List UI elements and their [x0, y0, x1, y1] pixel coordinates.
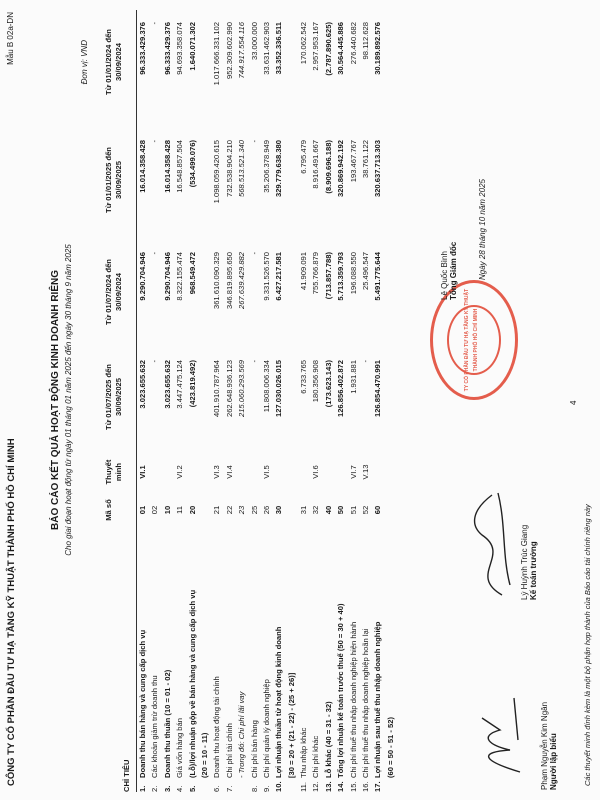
table-row	[323, 10, 335, 792]
value-p3: 38.761.122	[361, 140, 371, 179]
value-p2: 9.290.704.946	[138, 252, 147, 301]
row-code: 52	[361, 505, 371, 515]
value-p3: -	[249, 140, 259, 143]
value-p4: 98.112.628	[361, 22, 371, 60]
row-item	[199, 532, 211, 792]
value-p3: 329.779.638.380	[274, 140, 284, 198]
table-row	[273, 10, 285, 792]
value-p1: 11.808.006.334	[261, 360, 271, 413]
row-number: 2.	[150, 785, 160, 792]
accountant-block	[520, 460, 538, 600]
value-p4: 94.693.358.074	[175, 22, 185, 75]
table-row	[249, 10, 261, 792]
form-code: Mẫu B 02a-DN	[6, 12, 15, 65]
row-number: 4.	[175, 785, 185, 792]
row-label: Chi phí thuế thu nhập doanh nghiệp hiện hành	[348, 621, 358, 778]
value-p1: 262.648.936.123	[224, 360, 234, 418]
value-p2: 9.290.704.946	[162, 252, 172, 301]
row-number: 10.	[274, 781, 284, 792]
row-code: 60	[373, 505, 383, 515]
row-item	[249, 532, 261, 792]
row-item	[348, 532, 360, 792]
preparer-signature	[470, 690, 530, 780]
row-number: 8.	[249, 785, 259, 792]
row-number: 11.	[299, 782, 309, 792]
row-label: Giá vốn hàng bán	[175, 718, 185, 778]
director-role: Tổng Giám đốc	[449, 241, 458, 300]
col-note: Thuyết minh	[104, 459, 123, 485]
row-note: VI.6	[311, 465, 321, 479]
report-title: BÁO CÁO KẾT QUẢ HOẠT ĐỘNG KINH DOANH RIÊNG	[50, 270, 61, 530]
value-p4: 170.062.542	[299, 22, 309, 65]
value-p4: 33.352.336.511	[274, 22, 284, 75]
value-p1: 126.854.470.991	[373, 360, 383, 418]
value-p2: 361.610.090.329	[212, 252, 222, 310]
row-number: 17.	[373, 781, 383, 792]
table-header	[100, 10, 137, 792]
row-note: VI.7	[348, 465, 358, 479]
value-p2: 755.766.879	[311, 252, 321, 295]
company-name: CÔNG TY CỔ PHẦN ĐẦU TƯ HẠ TẦNG KỸ THUẬT THÀNH PHỐ HỒ CHÍ MINH	[6, 438, 17, 786]
value-p1: (173.623.143)	[323, 360, 333, 408]
row-label: Các khoản giảm trừ doanh thu	[150, 675, 160, 778]
value-p2: 5.491.775.644	[373, 252, 383, 301]
value-p2: -	[249, 252, 259, 255]
value-p3: 1.098.059.420.615	[212, 140, 222, 204]
row-item	[335, 532, 347, 792]
value-p2: 8.322.155.474	[175, 252, 185, 301]
value-p4: -	[150, 22, 160, 25]
value-p3: 35.206.378.949	[261, 140, 271, 193]
value-p1: 3.023.655.632	[138, 360, 147, 409]
value-p3: 732.538.904.210	[224, 140, 234, 198]
value-p2: 41.909.091	[299, 252, 309, 291]
row-code: 23	[237, 505, 247, 515]
row-item	[360, 532, 372, 792]
row-number: 1.	[138, 785, 147, 792]
table-row	[199, 10, 211, 792]
row-item	[224, 532, 236, 792]
row-code: 01	[138, 505, 147, 515]
table-row	[224, 10, 236, 792]
row-number: 14.	[336, 781, 346, 792]
value-p4: 96.333.429.376	[162, 22, 172, 75]
report-period: Cho giai đoạn hoạt động từ ngày 01 tháng 01 năm 2025 đến ngày 30 tháng 9 năm 2025	[64, 244, 73, 556]
table-row	[261, 10, 273, 792]
value-p4: 30.189.892.576	[373, 22, 383, 75]
row-code: 22	[224, 505, 234, 515]
row-item	[211, 532, 223, 792]
value-p4: 1.640.071.302	[187, 22, 197, 71]
row-code: 10	[162, 505, 172, 515]
row-label: Chi phí bán hàng	[249, 720, 259, 778]
value-p1: 401.910.787.964	[212, 360, 222, 418]
value-p1: -	[249, 360, 259, 363]
value-p4: 952.309.602.990	[224, 22, 234, 80]
preparer-name: Phạm Nguyễn Kim Ngân	[540, 701, 549, 790]
row-item	[385, 532, 397, 792]
row-code: 31	[299, 505, 309, 515]
row-code: 50	[336, 505, 346, 515]
row-code: 20	[187, 505, 197, 515]
row-label: Chi phí quản lý doanh nghiệp	[261, 679, 271, 778]
value-p3: (534.499.076)	[187, 140, 197, 188]
col-p3: Từ 01/01/2025 đến 30/09/2025	[104, 147, 123, 213]
table-row	[162, 10, 174, 792]
value-p3: 568.513.521.340	[237, 140, 247, 198]
table-row	[348, 10, 360, 792]
value-p4: 2.957.953.167	[311, 22, 321, 71]
value-p1: 3.447.475.124	[175, 360, 185, 409]
row-code: 25	[249, 505, 259, 515]
row-note: VI.5	[261, 465, 271, 479]
row-label: Doanh thu thuần (10 = 01 - 02)	[162, 669, 172, 778]
row-note: VI.2	[175, 465, 185, 479]
table-row	[385, 10, 397, 792]
value-p4: 1.017.666.331.102	[212, 22, 222, 86]
row-code: 51	[348, 505, 358, 515]
value-p4: 33.000.000	[249, 22, 259, 61]
value-p1: 3.023.655.632	[162, 360, 172, 409]
row-label: Doanh thu bán hàng và cung cấp dịch vụ	[138, 629, 147, 778]
accountant-signature	[462, 485, 517, 605]
row-label: Chi phí khác	[311, 735, 321, 778]
value-p1: 6.733.765	[299, 360, 309, 394]
table-row	[372, 10, 384, 792]
value-p3: 6.795.479	[299, 140, 309, 174]
row-label: Lợi nhuận thuần từ hoạt động kinh doanh	[274, 626, 284, 778]
value-p3: 16.548.857.504	[175, 140, 185, 193]
footnote: Các thuyết minh đính kèm là một bộ phận hợp thành của Báo cáo tài chính riêng này	[583, 504, 592, 786]
value-p2: 6.427.217.581	[274, 252, 284, 301]
row-code: 40	[323, 505, 333, 515]
row-item	[174, 532, 186, 792]
value-p1: 1.931.881	[348, 360, 358, 394]
accountant-role: Kế toán trưởng	[529, 541, 538, 600]
row-item	[149, 532, 161, 792]
table-row	[335, 10, 347, 792]
row-number: 5.	[187, 785, 197, 792]
row-number: 16.	[361, 781, 371, 792]
table-row	[137, 10, 149, 792]
row-label: Lỗ khác (40 = 31 - 32)	[323, 701, 333, 778]
row-label: Tổng lợi nhuận kế toán trước thuế (50 = 30 + 40)	[336, 603, 346, 778]
value-p1: 127.030.026.015	[274, 360, 284, 418]
value-p3: (8.909.696.188)	[323, 140, 333, 194]
row-code: 26	[261, 505, 271, 515]
table-row	[298, 10, 310, 792]
value-p2: 346.819.895.650	[224, 252, 234, 310]
table-row	[286, 10, 298, 792]
accountant-name: Lý Huỳnh Trúc Giang	[520, 524, 529, 600]
value-p4: 96.333.429.376	[138, 22, 147, 75]
col-p2: Từ 01/07/2024 đến 30/09/2024	[104, 259, 123, 325]
row-code: 32	[311, 505, 321, 515]
row-number: 7.	[224, 785, 234, 792]
row-note: V.13	[361, 464, 371, 480]
value-p2: -	[150, 252, 160, 255]
row-number: 15.	[348, 781, 358, 792]
row-item	[323, 532, 335, 792]
row-item	[162, 532, 174, 792]
col-code: Mã số	[104, 499, 113, 521]
row-item	[261, 532, 273, 792]
value-p2: (713.857.788)	[323, 252, 333, 300]
table-row	[149, 10, 161, 792]
row-item	[286, 532, 298, 792]
row-item	[310, 532, 322, 792]
value-p2: 5.713.359.793	[336, 252, 346, 301]
page-number: 4	[569, 400, 578, 405]
row-number: 12.	[311, 781, 321, 792]
row-code: 30	[274, 505, 284, 515]
value-p3: 16.014.358.428	[138, 140, 147, 193]
row-label: (60 = 50 - 51 - 52)	[385, 717, 395, 778]
row-label: Lợi nhuận sau thuế thu nhập doanh nghiệp	[373, 621, 383, 778]
col-item: CHỈ TIÊU	[122, 759, 131, 792]
table-row	[236, 10, 248, 792]
row-label: (20 = 10 - 11)	[199, 732, 209, 778]
preparer-block	[540, 650, 558, 790]
value-p4: (2.787.890.625)	[323, 22, 333, 76]
value-p3: 8.916.491.667	[311, 140, 321, 189]
director-block	[440, 160, 458, 300]
row-code: 02	[150, 505, 160, 515]
row-number: 6.	[212, 785, 222, 792]
preparer-role: Người lập biểu	[549, 733, 558, 790]
value-p3: 320.637.713.303	[373, 140, 383, 198]
value-p4: 30.564.445.886	[336, 22, 346, 75]
row-label: - Trong đó: Chi phí lãi vay	[237, 691, 247, 778]
value-p2: 9.331.526.570	[261, 252, 271, 301]
value-p1: (423.819.492)	[187, 360, 197, 408]
table-row	[211, 10, 223, 792]
row-label: [30 = 20 + (21 - 22) - (25 + 26)]	[286, 672, 296, 778]
table-row	[187, 10, 199, 792]
row-label: Thu nhập khác	[299, 727, 309, 778]
value-p1: 215.060.293.569	[237, 360, 247, 418]
row-label: Chi phí tài chính	[224, 723, 234, 778]
row-number: 3.	[162, 785, 172, 792]
value-p1: 180.356.908	[311, 360, 321, 403]
row-item	[137, 532, 149, 792]
value-p4: 276.440.682	[348, 22, 358, 65]
row-item	[236, 532, 248, 792]
income-statement-table	[100, 10, 397, 792]
value-p2: 25.496.547	[361, 252, 371, 291]
director-name: Lê Quốc Bình	[440, 251, 449, 300]
value-p3: 16.014.358.428	[162, 140, 172, 193]
value-p2: 196.088.550	[348, 252, 358, 295]
sign-date: Ngày 28 tháng 10 năm 2025	[478, 179, 487, 280]
value-p4: 744.917.554.116	[237, 22, 247, 79]
row-label: Doanh thu hoạt động tài chính	[212, 676, 222, 778]
row-label: Chi phí thuế thu nhập doanh nghiệp hoãn lại	[361, 628, 371, 778]
table-body	[137, 10, 397, 792]
row-item	[298, 532, 310, 792]
row-note: VI.1	[138, 465, 147, 479]
row-item	[372, 532, 384, 792]
table-row	[360, 10, 372, 792]
row-item	[187, 532, 199, 792]
row-number: 13.	[323, 781, 333, 792]
value-p1: -	[361, 360, 371, 363]
row-code: 21	[212, 505, 222, 515]
row-number: 9.	[261, 785, 271, 792]
row-item	[273, 532, 285, 792]
row-note: VI.4	[224, 465, 234, 479]
col-p1: Từ 01/07/2025 đến 30/09/2025	[104, 364, 123, 430]
value-p3: 193.467.767	[348, 140, 358, 183]
col-p4: Từ 01/01/2024 đến 30/09/2024	[104, 29, 123, 95]
value-p3: -	[150, 140, 160, 143]
value-p1: 126.856.402.872	[336, 360, 346, 418]
row-label: (Lỗ)/lợi nhuận gộp về bán hàng và cung cấp dịch vụ	[187, 589, 197, 778]
seal-text: TY CỔ PHẦN ĐẦU TƯ HẠ TẦNG KỸ THUẬT THÀNH PHỐ HỒ CHÍ MINH	[464, 288, 479, 392]
table-row	[310, 10, 322, 792]
value-p3: 320.869.942.192	[336, 140, 346, 198]
value-p4: 33.631.462.903	[261, 22, 271, 75]
value-p2: 267.639.429.882	[237, 252, 247, 310]
table-row	[174, 10, 186, 792]
currency-unit: Đơn vị: VND	[80, 40, 89, 85]
row-code: 11	[175, 506, 185, 514]
value-p1: -	[150, 360, 160, 363]
value-p2: 968.549.472	[187, 252, 197, 295]
row-note: VI.3	[212, 465, 222, 479]
